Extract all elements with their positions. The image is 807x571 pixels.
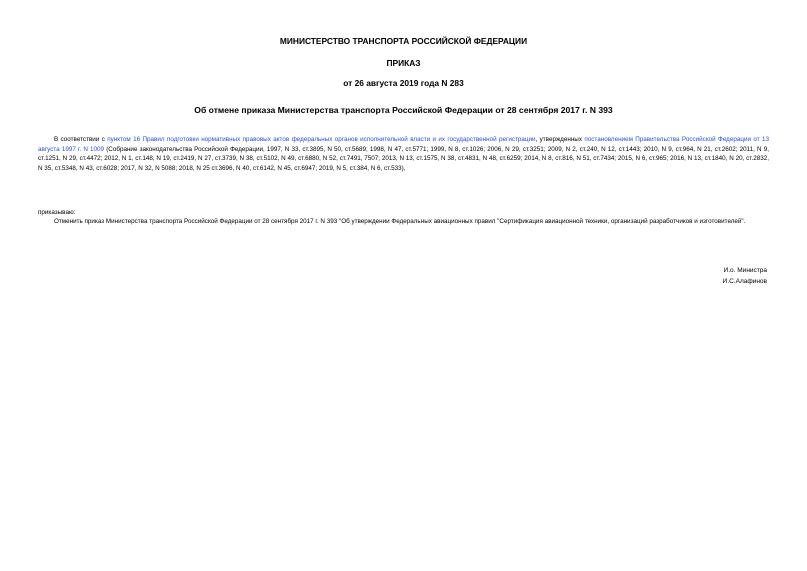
rules-link[interactable]: пунктом 16 Правил подготовки нормативных правовых актов федеральных органов исполнительной власти и их государственной регистрации [107, 136, 536, 143]
document-title: Об отмене приказа Министерства транспорта Российской Федерации от 28 сентября 2017 г. N 393 [194, 105, 613, 115]
ministry-heading: МИНИСТЕРСТВО ТРАНСПОРТА РОССИЙСКОЙ ФЕДЕРАЦИИ [279, 36, 528, 46]
signatory-name: И.С.Алафинов [722, 277, 767, 285]
order-label: приказываю: [38, 209, 76, 216]
signatory-position: И.о. Министра [723, 267, 767, 274]
preamble-text-1: В соответствии с [54, 136, 108, 143]
date-number-heading: от 26 августа 2019 года N 283 [343, 78, 464, 88]
signature-block [723, 266, 767, 287]
document-type-heading: ПРИКАЗ [386, 58, 421, 68]
preamble-text-2: , утвержденных [535, 136, 585, 143]
resolution-link[interactable]: постановлением Правительства Российской Федерации от 13 августа 1997 г. N 1009 [38, 136, 770, 153]
preamble-text-3: (Собрание законодательства Российской Федерации, 1997, N 33, ст.3895, N 50, ст.5689; 1998, N 47, ст.5771; 1999, N 8, ст.1026; 2006, N 29, ст.3251; 2009, N 2, ст.240, N 12, ст.1443; 2010, N 9, ст.964, N 21, ст.2602; 2011, N 9, ст.1251, N 29, ст.4472; 2012, N 1, ст.148, N 19, ст.2419, N 27, ст.3739, N 38, ст.5102, N 49, ст.6880, N 52, ст.7491, 7507; 2013, N 13, ст.1575, N 38, ст.4831, N 48, ст.6259; 2014, N 8, ст.816, N 51, ст.7434; 2015, N 6, ст.965; 2016, N 13, ст.1840, N 20, ст.2832, N 35, ст.5348, N 43, ст.6028; 2017, N 32, N 5088; 2018, N 25 ст.3696, N 40, ст.6142, N 45, ст.6947; 2019, N 5, ст.384, N 6, ст.533), [38, 145, 769, 172]
order-paragraph: Отменить приказ Министерства транспорта Российской Федерации от 28 сентября 2017 г. N 393 "Об утверждении Федеральных авиационных правил "Сертификация авиационной техники, организаций разработчиков и изготовителей". [54, 218, 746, 225]
preamble-paragraph [38, 135, 769, 173]
